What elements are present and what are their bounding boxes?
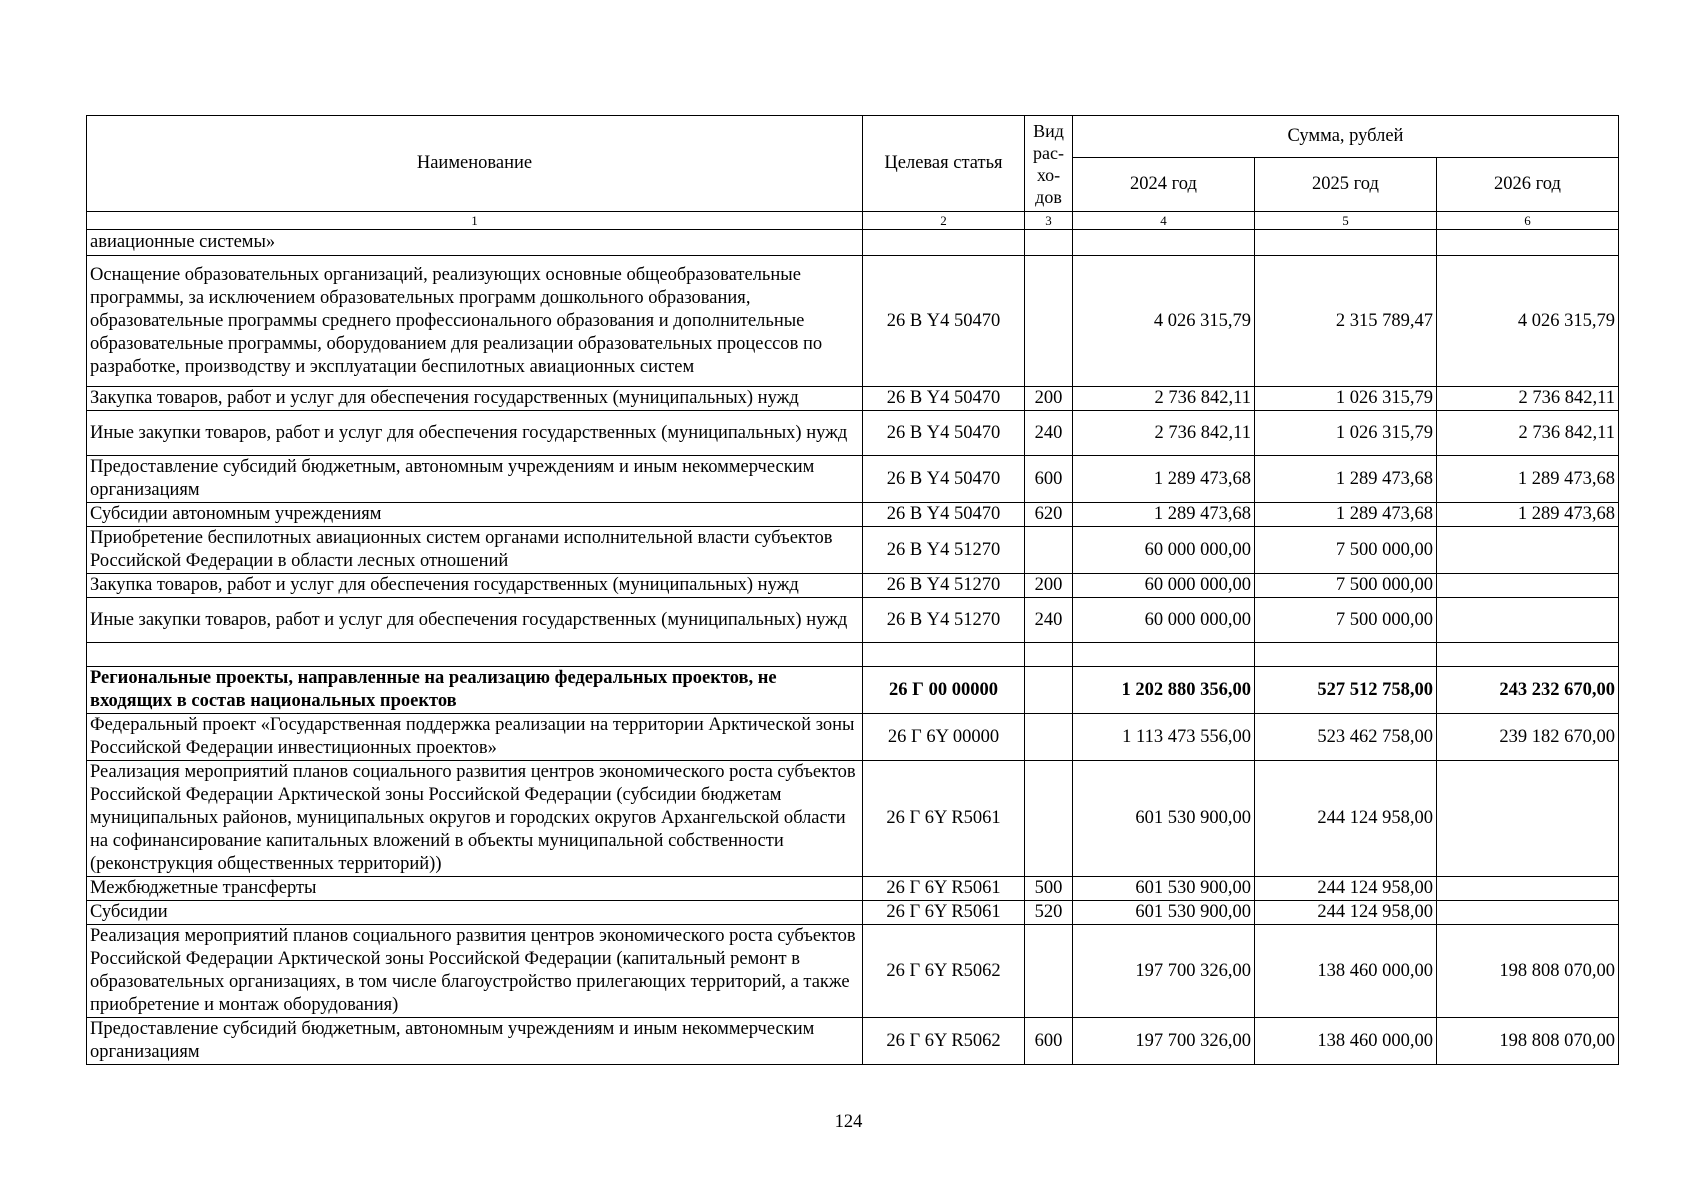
expense-kind-cell — [1025, 925, 1073, 1018]
table-row — [87, 714, 1619, 761]
table-row — [87, 1018, 1619, 1065]
target-article-cell: 26 В Y4 51270 — [863, 598, 1025, 643]
amount-2026-cell: 4 026 315,79 — [1437, 256, 1619, 387]
column-number: 1 — [87, 212, 863, 230]
expense-kind-cell: 200 — [1025, 574, 1073, 598]
table-row — [87, 527, 1619, 574]
amount-2025-cell: 2 315 789,47 — [1255, 256, 1437, 387]
table-row — [87, 925, 1619, 1018]
table-row — [87, 643, 1619, 667]
header-sum: Сумма, рублей — [1073, 116, 1619, 158]
expense-kind-cell — [1025, 714, 1073, 761]
amount-2026-cell — [1437, 901, 1619, 925]
row-name-cell: Межбюджетные трансферты — [87, 877, 863, 901]
expense-kind-cell — [1025, 667, 1073, 714]
row-name-cell: Закупка товаров, работ и услуг для обеспечения государственных (муниципальных) нужд — [87, 387, 863, 411]
expense-kind-cell — [1025, 643, 1073, 667]
table-row — [87, 503, 1619, 527]
header-row-top — [87, 116, 1619, 158]
row-name-cell: Реализация мероприятий планов социального развития центров экономического роста субъектов Российской Федерации Арктической зоны Российской Федерации (капитальный ремонт в образовательных организациях, в том числе благоустройство прилегающих территорий, а также приобретение и монтаж оборудования) — [87, 925, 863, 1018]
amount-2024-cell — [1073, 643, 1255, 667]
amount-2025-cell: 1 289 473,68 — [1255, 503, 1437, 527]
amount-2026-cell — [1437, 527, 1619, 574]
amount-2025-cell: 138 460 000,00 — [1255, 1018, 1437, 1065]
expense-kind-cell — [1025, 230, 1073, 256]
expense-kind-cell: 200 — [1025, 387, 1073, 411]
table-row — [87, 574, 1619, 598]
row-name-cell: Федеральный проект «Государственная поддержка реализации на территории Арктической зоны Российской Федерации инвестиционных проектов» — [87, 714, 863, 761]
row-name-cell: Реализация мероприятий планов социального развития центров экономического роста субъектов Российской Федерации Арктической зоны Российской Федерации (субсидии бюджетам муниципальных районов, муниципальных округов и городских округов Архангельской области на софинансирование капитальных вложений в объекты муниципальной собственности (реконструкция общественных территорий)) — [87, 761, 863, 877]
amount-2025-cell: 244 124 958,00 — [1255, 877, 1437, 901]
row-name-cell: Приобретение беспилотных авиационных систем органами исполнительной власти субъектов Российской Федерации в области лесных отношений — [87, 527, 863, 574]
row-name-cell: авиационные системы» — [87, 230, 863, 256]
amount-2026-cell — [1437, 877, 1619, 901]
table-body — [87, 230, 1619, 1065]
table-row — [87, 901, 1619, 925]
row-name-cell: Закупка товаров, работ и услуг для обеспечения государственных (муниципальных) нужд — [87, 574, 863, 598]
amount-2025-cell: 244 124 958,00 — [1255, 761, 1437, 877]
amount-2024-cell — [1073, 230, 1255, 256]
amount-2024-cell: 60 000 000,00 — [1073, 527, 1255, 574]
table-row — [87, 761, 1619, 877]
amount-2025-cell: 1 026 315,79 — [1255, 411, 1437, 456]
header-name: Наименование — [87, 116, 863, 212]
target-article-cell: 26 Г 6Y R5061 — [863, 761, 1025, 877]
target-article-cell — [863, 643, 1025, 667]
column-number: 2 — [863, 212, 1025, 230]
expense-kind-cell: 600 — [1025, 456, 1073, 503]
target-article-cell: 26 Г 00 00000 — [863, 667, 1025, 714]
amount-2024-cell: 601 530 900,00 — [1073, 761, 1255, 877]
table-row — [87, 598, 1619, 643]
column-number: 4 — [1073, 212, 1255, 230]
amount-2025-cell: 527 512 758,00 — [1255, 667, 1437, 714]
target-article-cell: 26 Г 6Y R5062 — [863, 925, 1025, 1018]
amount-2026-cell — [1437, 643, 1619, 667]
expense-kind-cell: 600 — [1025, 1018, 1073, 1065]
amount-2026-cell — [1437, 574, 1619, 598]
row-name-cell: Региональные проекты, направленные на реализацию федеральных проектов, не входящих в состав национальных проектов — [87, 667, 863, 714]
expense-kind-cell — [1025, 256, 1073, 387]
amount-2025-cell: 1 026 315,79 — [1255, 387, 1437, 411]
row-name-cell — [87, 643, 863, 667]
header-year-2025: 2025 год — [1255, 158, 1437, 212]
table-row — [87, 230, 1619, 256]
header-code: Целевая статья — [863, 116, 1025, 212]
amount-2025-cell: 7 500 000,00 — [1255, 574, 1437, 598]
table-row — [87, 256, 1619, 387]
target-article-cell: 26 В Y4 51270 — [863, 574, 1025, 598]
target-article-cell: 26 В Y4 50470 — [863, 411, 1025, 456]
amount-2025-cell: 7 500 000,00 — [1255, 527, 1437, 574]
target-article-cell: 26 В Y4 50470 — [863, 503, 1025, 527]
amount-2026-cell — [1437, 598, 1619, 643]
target-article-cell: 26 Г 6Y R5061 — [863, 901, 1025, 925]
row-name-cell: Иные закупки товаров, работ и услуг для обеспечения государственных (муниципальных) нужд — [87, 411, 863, 456]
amount-2025-cell — [1255, 230, 1437, 256]
amount-2025-cell: 7 500 000,00 — [1255, 598, 1437, 643]
amount-2024-cell: 2 736 842,11 — [1073, 411, 1255, 456]
amount-2025-cell: 244 124 958,00 — [1255, 901, 1437, 925]
amount-2026-cell: 1 289 473,68 — [1437, 503, 1619, 527]
row-name-cell: Субсидии — [87, 901, 863, 925]
amount-2024-cell: 1 289 473,68 — [1073, 503, 1255, 527]
column-number: 3 — [1025, 212, 1073, 230]
amount-2024-cell: 1 202 880 356,00 — [1073, 667, 1255, 714]
amount-2026-cell: 2 736 842,11 — [1437, 387, 1619, 411]
row-name-cell: Предоставление субсидий бюджетным, автономным учреждениям и иным некоммерческим организациям — [87, 456, 863, 503]
target-article-cell: 26 В Y4 50470 — [863, 456, 1025, 503]
expense-kind-cell: 240 — [1025, 411, 1073, 456]
column-number: 6 — [1437, 212, 1619, 230]
expense-kind-cell: 240 — [1025, 598, 1073, 643]
target-article-cell: 26 Г 6Y 00000 — [863, 714, 1025, 761]
amount-2025-cell — [1255, 643, 1437, 667]
target-article-cell: 26 В Y4 50470 — [863, 387, 1025, 411]
table-row — [87, 411, 1619, 456]
target-article-cell: 26 В Y4 50470 — [863, 256, 1025, 387]
amount-2025-cell: 138 460 000,00 — [1255, 925, 1437, 1018]
target-article-cell: 26 Г 6Y R5062 — [863, 1018, 1025, 1065]
row-name-cell: Оснащение образовательных организаций, реализующих основные общеобразовательные программы, за исключением образовательных программ дошкольного образования, образовательные программы среднего профессионального образования и дополнительные образовательные программы, оборудованием для реализации образовательных процессов по разработке, производству и эксплуатации беспилотных авиационных систем — [87, 256, 863, 387]
amount-2024-cell: 1 289 473,68 — [1073, 456, 1255, 503]
amount-2026-cell: 198 808 070,00 — [1437, 925, 1619, 1018]
expense-kind-cell — [1025, 761, 1073, 877]
column-number: 5 — [1255, 212, 1437, 230]
header-year-2026: 2026 год — [1437, 158, 1619, 212]
amount-2024-cell: 1 113 473 556,00 — [1073, 714, 1255, 761]
target-article-cell: 26 В Y4 51270 — [863, 527, 1025, 574]
amount-2024-cell: 197 700 326,00 — [1073, 925, 1255, 1018]
amount-2026-cell: 198 808 070,00 — [1437, 1018, 1619, 1065]
row-name-cell: Субсидии автономным учреждениям — [87, 503, 863, 527]
amount-2026-cell: 1 289 473,68 — [1437, 456, 1619, 503]
amount-2024-cell: 4 026 315,79 — [1073, 256, 1255, 387]
expense-kind-cell: 500 — [1025, 877, 1073, 901]
amount-2025-cell: 1 289 473,68 — [1255, 456, 1437, 503]
target-article-cell: 26 Г 6Y R5061 — [863, 877, 1025, 901]
amount-2024-cell: 60 000 000,00 — [1073, 598, 1255, 643]
budget-sheet — [86, 115, 1618, 1065]
amount-2024-cell: 601 530 900,00 — [1073, 901, 1255, 925]
amount-2026-cell — [1437, 761, 1619, 877]
table-row — [87, 456, 1619, 503]
page-number: 124 — [834, 1112, 863, 1132]
header-kind: Вид рас- хо- дов — [1025, 116, 1073, 212]
row-name-cell: Предоставление субсидий бюджетным, автономным учреждениям и иным некоммерческим организациям — [87, 1018, 863, 1065]
amount-2025-cell: 523 462 758,00 — [1255, 714, 1437, 761]
amount-2024-cell: 601 530 900,00 — [1073, 877, 1255, 901]
amount-2026-cell: 243 232 670,00 — [1437, 667, 1619, 714]
amount-2026-cell: 2 736 842,11 — [1437, 411, 1619, 456]
amount-2026-cell: 239 182 670,00 — [1437, 714, 1619, 761]
budget-table — [86, 115, 1619, 1065]
target-article-cell — [863, 230, 1025, 256]
table-row — [87, 877, 1619, 901]
expense-kind-cell: 520 — [1025, 901, 1073, 925]
header-year-2024: 2024 год — [1073, 158, 1255, 212]
table-row — [87, 667, 1619, 714]
amount-2024-cell: 60 000 000,00 — [1073, 574, 1255, 598]
row-name-cell: Иные закупки товаров, работ и услуг для обеспечения государственных (муниципальных) нужд — [87, 598, 863, 643]
amount-2026-cell — [1437, 230, 1619, 256]
amount-2024-cell: 2 736 842,11 — [1073, 387, 1255, 411]
expense-kind-cell — [1025, 527, 1073, 574]
column-number-row — [87, 212, 1619, 230]
table-row — [87, 387, 1619, 411]
expense-kind-cell: 620 — [1025, 503, 1073, 527]
amount-2024-cell: 197 700 326,00 — [1073, 1018, 1255, 1065]
